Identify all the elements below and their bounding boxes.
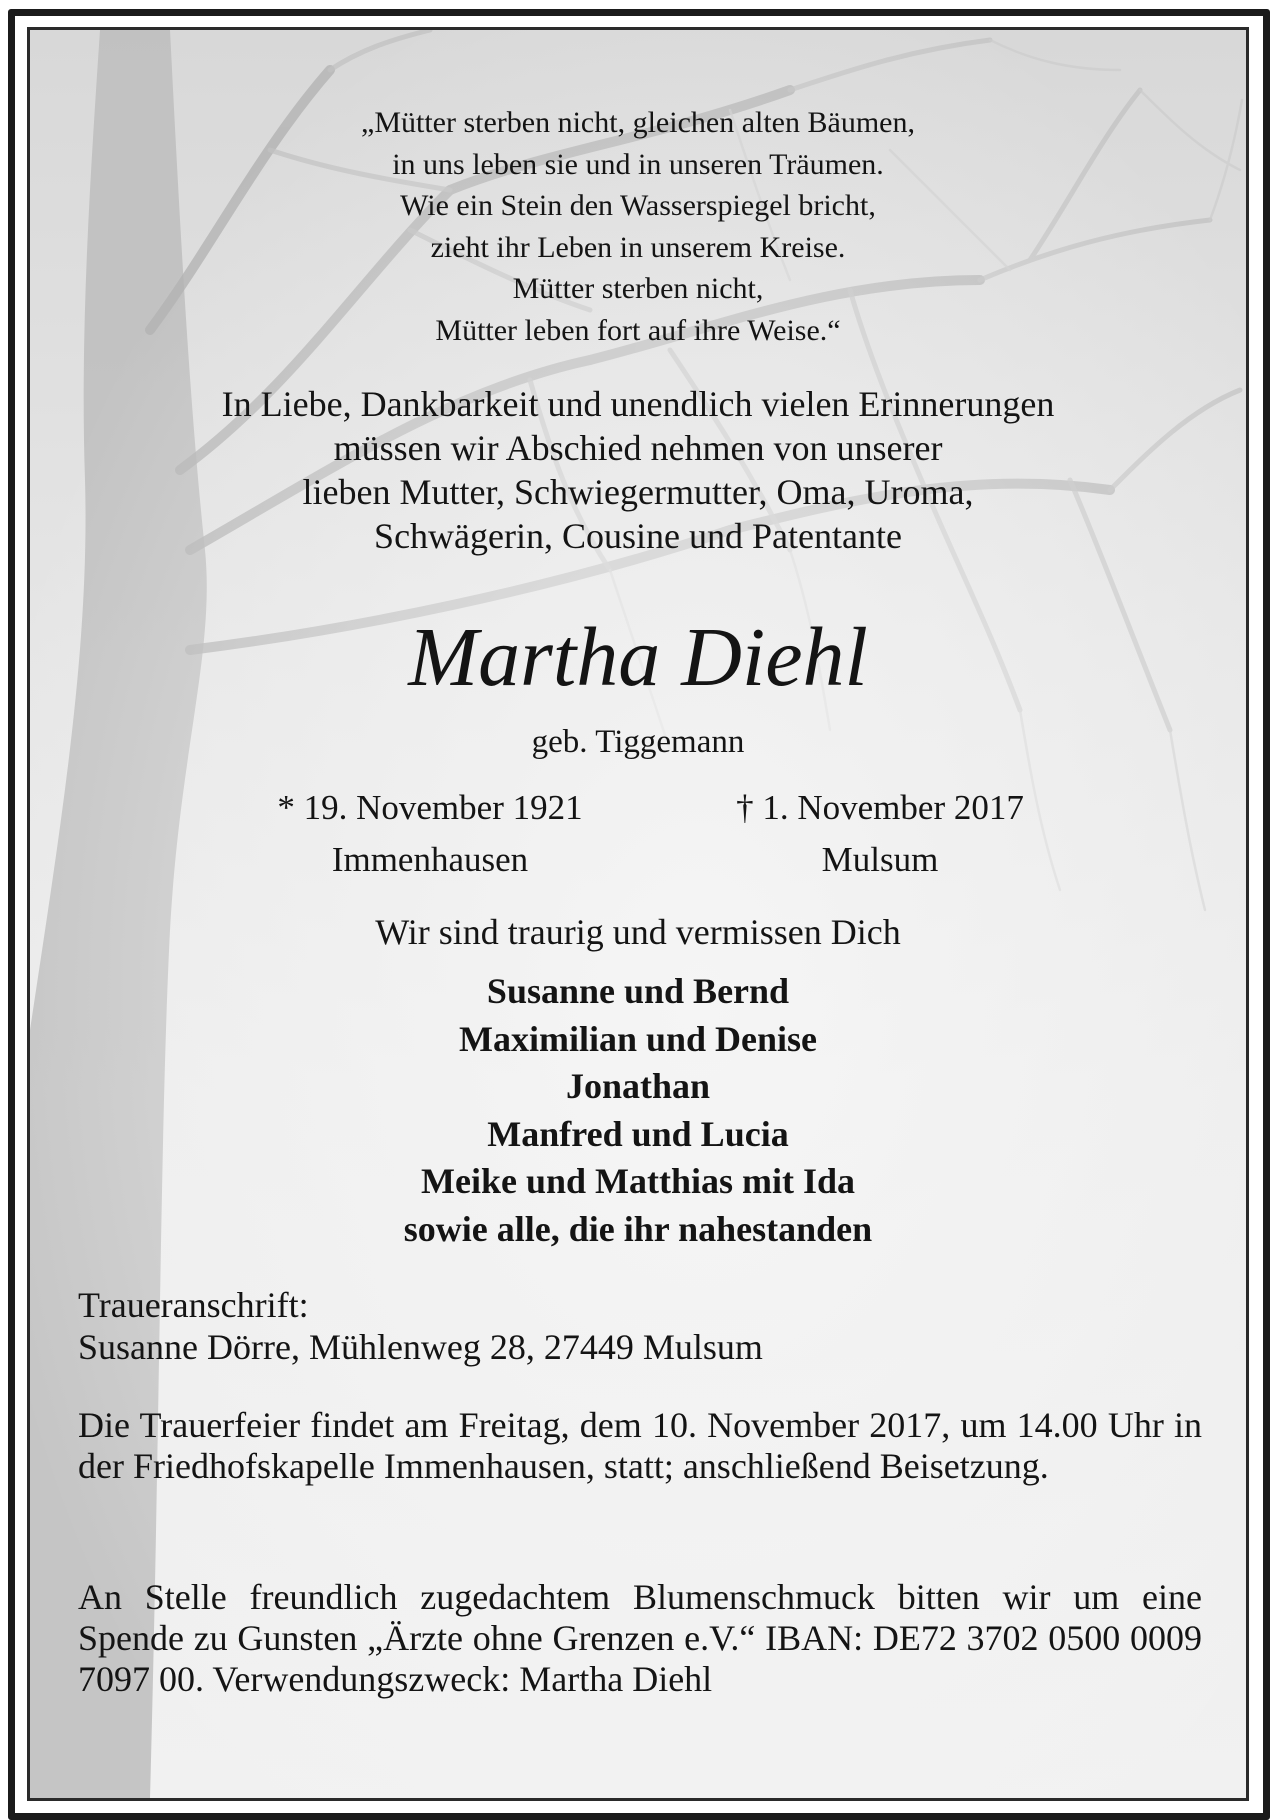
birth-place: Immenhausen [331,840,529,879]
birth-name: geb. Tiggemann [531,724,745,760]
inner-frame [27,27,1249,1801]
death-place: Mulsum [821,840,939,879]
intro-line: lieben Mutter, Schwiegermutter, Oma, Uroma, [302,472,974,512]
deceased-name: Martha Diehl [408,611,868,704]
mourner-entry: sowie alle, die ihr nahestanden [403,1208,873,1249]
poem-line: Mütter sterben nicht, [512,272,764,305]
poem-line: Wie ein Stein den Wasserspiegel bricht, [400,189,876,222]
mourner-entry: Maximilian und Denise [458,1018,818,1059]
intro-line: Schwägerin, Cousine und Patentante [374,516,902,556]
poem-line: Mütter leben fort auf ihre Weise.“ [435,313,841,347]
mourner-entry: Susanne und Bernd [486,971,790,1011]
birth-date: * 19. November 1921 [277,788,583,827]
donation-info: An Stelle freundlich zugedachtem Blumenschmuck bitten wir um eine Spende zu Gunsten „Ärzte ohne Grenzen e.V.“ IBAN: DE72 3702 0500 0009 7097 00. Verwendungszweck: Martha Diehl [78,1577,1202,1699]
mourner-entry: Manfred und Lucia [487,1113,789,1154]
funeral-info: Die Trauerfeier findet am Freitag, dem 10. November 2017, um 14.00 Uhr in der Friedhofskapelle Immenhausen, statt; anschließend Beisetzung. [78,1405,1202,1486]
sad-line: Wir sind traurig und vermissen Dich [375,912,901,952]
poem-line: „Mütter sterben nicht, gleichen alten Bäumen, [361,106,915,139]
death-info [670,782,1090,886]
poem-line: in uns leben sie und in unseren Träumen. [392,147,884,181]
intro-line: müssen wir Abschied nehmen von unserer [333,428,943,468]
obituary-content [30,30,1246,1798]
mourning-address [78,1284,1202,1368]
intro-line: In Liebe, Dankbarkeit und unendlich vielen Erinnerungen [221,384,1055,424]
mourner-entry: Jonathan [565,1066,711,1106]
address-label: Traueranschrift: [78,1285,309,1325]
mourner-entry: Meike und Matthias mit Ida [420,1161,856,1201]
intro-text [30,382,1246,558]
birth-info [220,782,640,886]
poem-line: zieht ihr Leben in unserem Kreise. [430,230,846,264]
death-date: † 1. November 2017 [736,788,1024,827]
mourners-list [30,968,1246,1253]
poem [30,102,1246,351]
address-line: Susanne Dörre, Mühlenweg 28, 27449 Mulsum [78,1327,763,1367]
